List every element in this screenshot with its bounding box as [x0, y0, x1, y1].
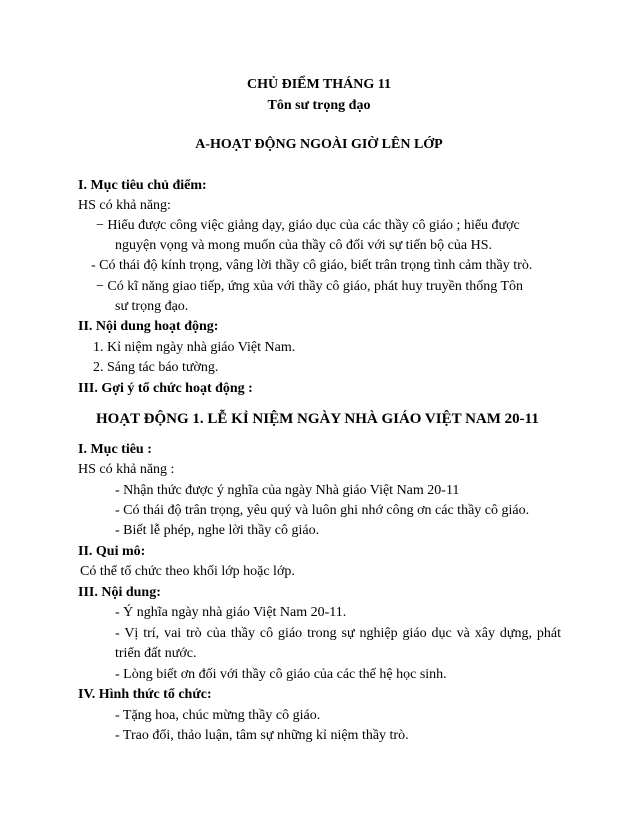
page-subtitle: Tôn sư trọng đạo [267, 98, 371, 113]
activity-content-2-line-2: triển đất nước. [115, 646, 197, 661]
heading-suggestions: III. Gợi ý tổ chức hoạt động : [78, 381, 253, 396]
activity-heading-scale: II. Qui mô: [78, 544, 146, 559]
activity-scale: Có thể tổ chức theo khối lớp hoặc lớp. [80, 564, 295, 579]
activity-title: HOẠT ĐỘNG 1. LỄ KỈ NIỆM NGÀY NHÀ GIÁO VIỆT NAM 20-11 [96, 411, 539, 427]
activity-content-1: - Ý nghĩa ngày nhà giáo Việt Nam 20-11. [115, 605, 347, 620]
activity-content-3: - Lòng biết ơn đối với thầy cô giáo của các thế hệ học sinh. [115, 667, 447, 682]
objectives-intro: HS có khả năng: [78, 198, 171, 213]
activity-content-2-line-1: - Vị trí, vai trò của thầy cô giáo trong sự nghiệp giáo dục và xây dựng, phát [115, 626, 561, 641]
objective-1-line-2: nguyện vọng và mong muốn của thầy cô đối với sự tiến bộ của HS. [115, 238, 492, 253]
activity-format-2: - Trao đổi, thảo luận, tâm sự những kỉ niệm thầy trò. [115, 728, 409, 743]
activity-heading-format: IV. Hình thức tổ chức: [78, 687, 212, 702]
section-heading: A-HOẠT ĐỘNG NGOÀI GIỜ LÊN LỚP [195, 137, 443, 152]
activity-intro: HS có khả năng : [78, 462, 175, 477]
heading-content: II. Nội dung hoạt động: [78, 319, 219, 334]
page-title: CHỦ ĐIỂM THÁNG 11 [246, 77, 392, 92]
activity-heading-objectives: I. Mục tiêu : [78, 442, 152, 457]
objective-2: - Có thái độ kính trọng, vâng lời thầy cô giáo, biết trân trọng tình cảm thầy trò. [91, 258, 533, 273]
content-item-2: 2. Sáng tác báo tường. [93, 360, 219, 375]
activity-goal-1: - Nhận thức được ý nghĩa của ngày Nhà giáo Việt Nam 20-11 [115, 483, 460, 498]
objective-1-line-1: − Hiểu được công việc giảng dạy, giáo dục của các thầy cô giáo ; hiểu được [96, 218, 520, 233]
heading-objectives: I. Mục tiêu chủ điểm: [78, 178, 207, 193]
activity-format-1: - Tặng hoa, chúc mừng thầy cô giáo. [115, 708, 321, 723]
activity-goal-2: - Có thái độ trân trọng, yêu quý và luôn ghi nhớ công ơn các thầy cô giáo. [115, 503, 530, 518]
objective-3-line-2: sư trọng đạo. [115, 299, 189, 314]
activity-goal-3: - Biết lễ phép, nghe lời thầy cô giáo. [115, 523, 320, 538]
content-item-1: 1. Kỉ niệm ngày nhà giáo Việt Nam. [93, 340, 296, 355]
objective-3-line-1: − Có kĩ năng giao tiếp, ứng xủa với thầy cô giáo, phát huy truyền thống Tôn [96, 279, 524, 294]
activity-heading-content: III. Nội dung: [78, 585, 161, 600]
